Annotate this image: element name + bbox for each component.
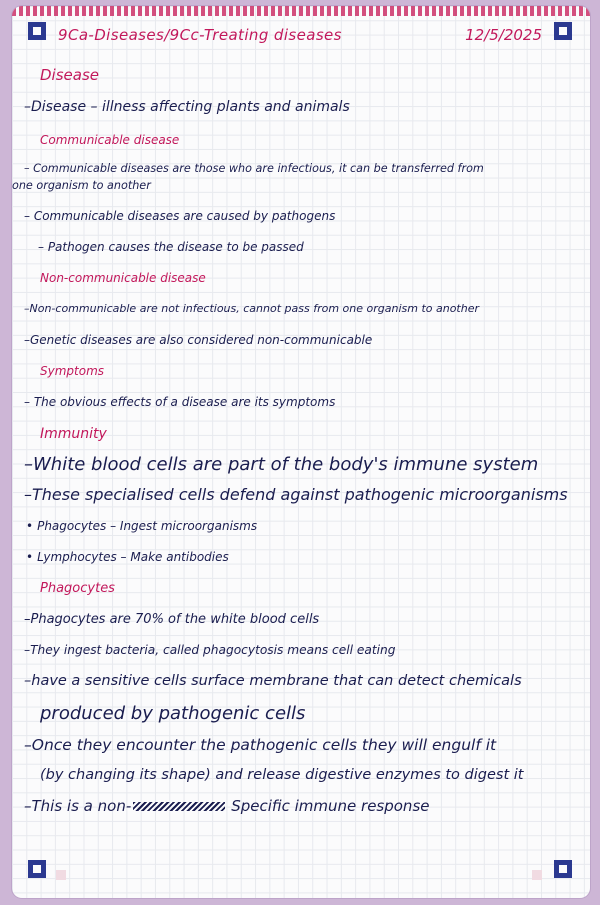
note-phagocytes-1: –Phagocytes are 70% of the white blood cells xyxy=(24,612,320,627)
heading-disease: Disease xyxy=(40,66,99,84)
list-item-lymphocytes-text: Lymphocytes – Make antibodies xyxy=(37,550,229,564)
note-phagocytes-2: –They ingest bacteria, called phagocytosis means cell eating xyxy=(24,643,396,657)
notebook-page xyxy=(12,6,590,898)
bullet-point-icon: • xyxy=(26,550,34,564)
note-communicable-1-cont: one organism to another xyxy=(12,179,151,192)
heading-phagocytes: Phagocytes xyxy=(40,581,115,596)
page-date: 12/5/2025 xyxy=(465,26,542,44)
note-symptoms-1: – The obvious effects of a disease are its symptoms xyxy=(24,395,336,409)
note-non-communicable-1: –Non-communicable are not infectious, cannot pass from one organism to another xyxy=(24,302,480,315)
corner-marker-bottom-left-icon xyxy=(28,860,46,878)
heading-communicable-disease: Communicable disease xyxy=(40,133,180,147)
note-non-communicable-2: –Genetic diseases are also considered non-communicable xyxy=(24,333,373,347)
bullet-point-icon: • xyxy=(26,519,34,533)
note-phagocytes-4: –Once they encounter the pathogenic cells they will engulf it xyxy=(24,736,497,754)
page-title: 9Ca-Diseases/9Cc-Treating diseases xyxy=(58,26,342,44)
note-immunity-1: –White blood cells are part of the body's immune system xyxy=(24,454,539,475)
corner-marker-top-left-icon xyxy=(28,22,46,40)
crossed-out-word-icon xyxy=(133,802,225,811)
note-communicable-2: – Communicable diseases are caused by pathogens xyxy=(24,209,336,223)
note-phagocytes-4-cont: (by changing its shape) and release digestive enzymes to digest it xyxy=(40,767,524,783)
note-communicable-1: – Communicable diseases are those who are infectious, it can be transferred from xyxy=(24,162,484,175)
list-item-phagocytes xyxy=(26,520,257,532)
note-phagocytes-5-start: –This is a non- xyxy=(24,797,132,815)
note-phagocytes-3: –have a sensitive cells surface membrane that can detect chemicals xyxy=(24,673,522,689)
note-phagocytes-3-cont: produced by pathogenic cells xyxy=(40,703,306,724)
note-immunity-2: –These specialised cells defend against pathogenic microorganisms xyxy=(24,485,568,504)
note-disease-definition: –Disease – illness affecting plants and animals xyxy=(24,99,350,115)
heading-symptoms: Symptoms xyxy=(40,364,105,378)
list-item-lymphocytes xyxy=(26,551,229,563)
page-foot-mark-right xyxy=(532,870,542,880)
note-phagocytes-5 xyxy=(24,799,430,814)
corner-marker-bottom-right-icon xyxy=(554,860,572,878)
note-communicable-3: – Pathogen causes the disease to be passed xyxy=(38,240,304,254)
corner-marker-top-right-icon xyxy=(554,22,572,40)
page-top-edge xyxy=(12,6,590,16)
heading-immunity: Immunity xyxy=(40,426,107,442)
page-foot-mark-left xyxy=(56,870,66,880)
heading-non-communicable-disease: Non-communicable disease xyxy=(40,271,206,285)
note-phagocytes-5-end: Specific immune response xyxy=(231,797,430,815)
list-item-phagocytes-text: Phagocytes – Ingest microorganisms xyxy=(37,519,258,533)
